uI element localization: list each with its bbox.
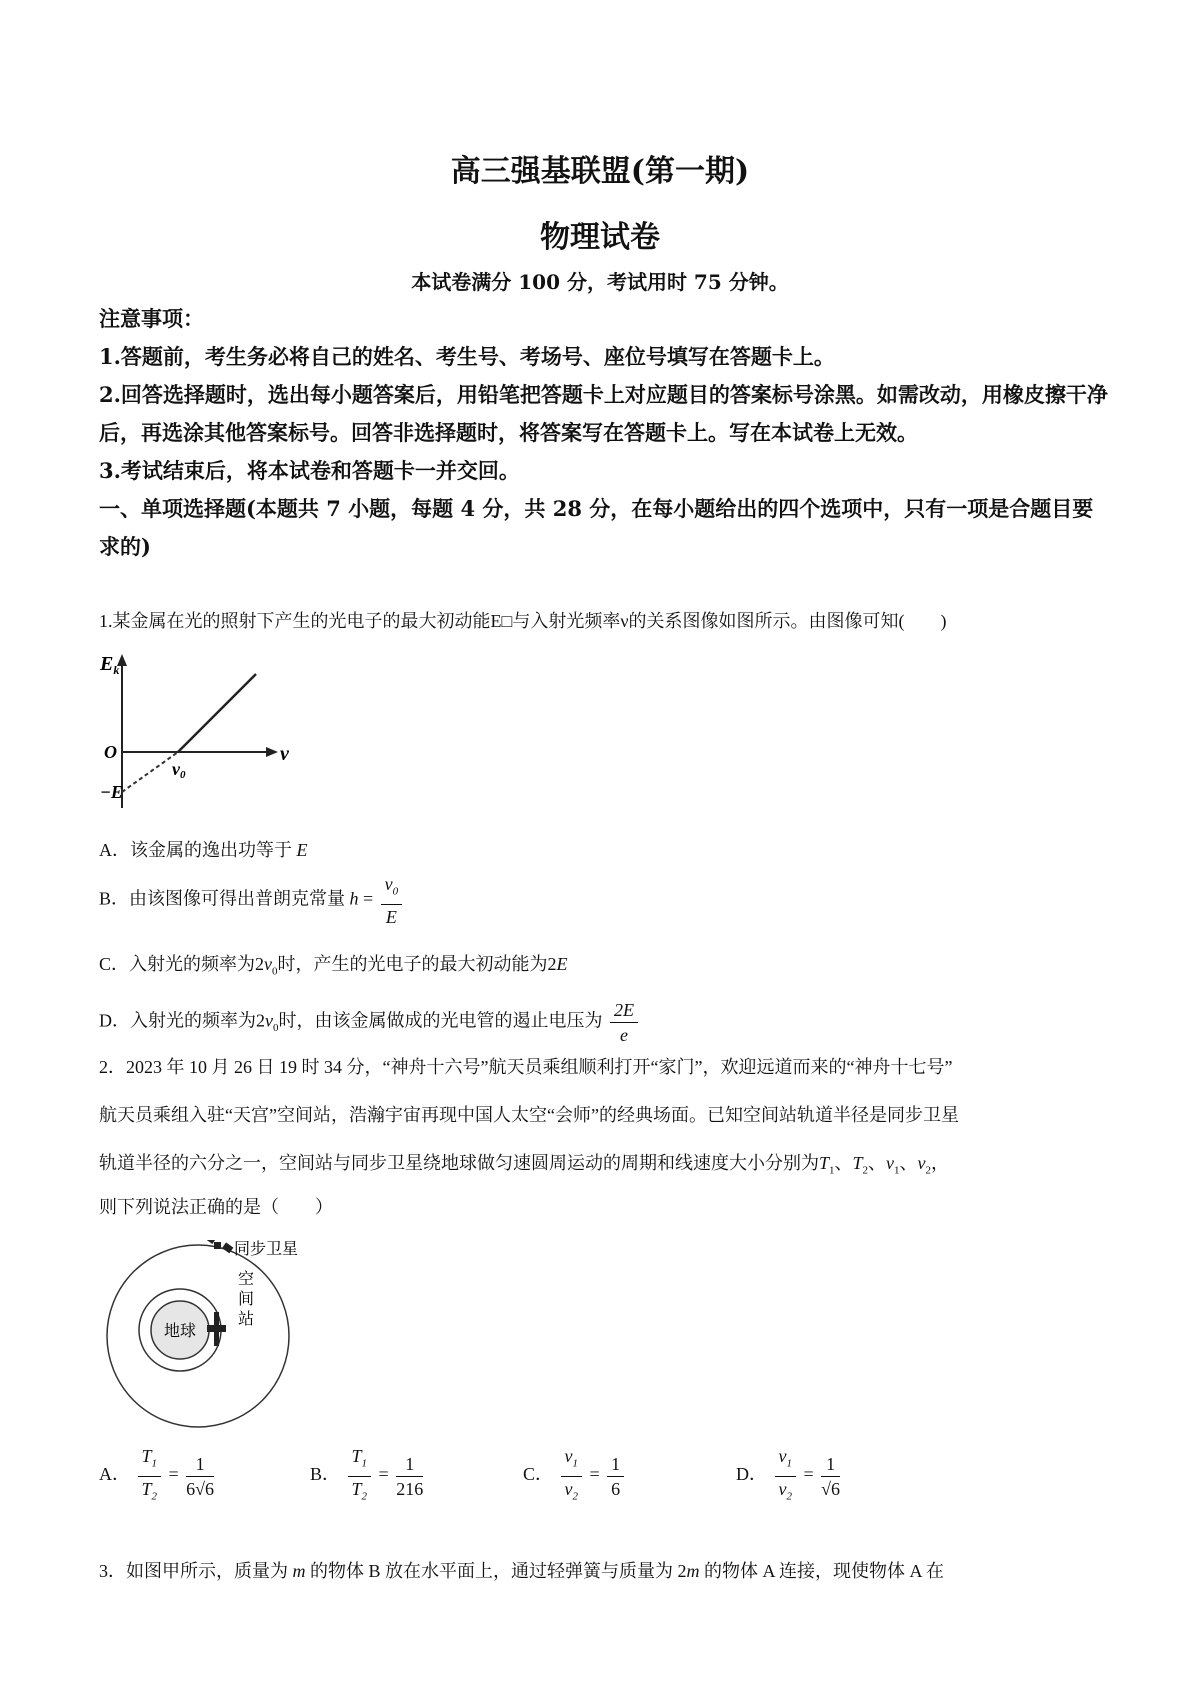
- earth-label: 地球: [163, 1323, 197, 1340]
- satellite-label: 同步卫星: [234, 1241, 299, 1258]
- q1-option-a: A．该金属的逸出功等于 E: [99, 840, 308, 860]
- station-icon: [207, 1312, 226, 1346]
- station-label-2: 间: [237, 1291, 255, 1308]
- x-tick-label: ν0: [172, 759, 186, 781]
- q2-line-2: 航天员乘组入驻“天宫”空间站，浩瀚宇宙再现中国人太空“会师”的经典场面。已知空间站轨道半径是同步卫星: [99, 1105, 959, 1125]
- q2-option-d: D． $\frac{v_1}{v_2}$ = $\frac{1}{√6}$: [736, 1446, 841, 1503]
- notice-item-1: 1.答题前，考生务必将自己的姓名、考生号、考场号、座位号填写在答题卡上。: [99, 344, 835, 369]
- q1-graph: [100, 650, 300, 820]
- notice-item-3: 3.考试结束后，将本试卷和答题卡一并交回。: [99, 458, 520, 483]
- q1-option-d: D．入射光的频率为$2v_0$时，由该金属做成的光电管的遏止电压为 $\frac{2E}{e}$: [99, 998, 641, 1047]
- q1-stem: 1.某金属在光的照射下产生的光电子的最大初动能E□与入射光频率ν的关系图像如图所示。由图像可知( ): [99, 611, 947, 631]
- q2-option-a: A． $\frac{T_1}{T_2}$ = $\frac{1}{6√6}$: [99, 1446, 215, 1503]
- q2-option-c: C． $\frac{v_1}{v_2}$ = $\frac{1}{6}$: [523, 1444, 627, 1508]
- notice-heading: 注意事项：: [99, 306, 204, 331]
- y-intercept-label: −E: [100, 782, 123, 802]
- satellite-icon: [205, 1240, 233, 1253]
- q2-option-b: B． $\frac{T_1}{T_2}$ = $\frac{1}{216}$: [310, 1446, 424, 1503]
- score-info: 本试卷满分 100 分，考试用时 75 分钟。: [411, 270, 789, 294]
- q1-option-b: B．由该图像可得出普朗克常量 h = $\frac{v_0}{E}$: [99, 872, 405, 929]
- station-label-3: 站: [237, 1311, 255, 1328]
- q2-line-3: 轨道半径的六分之一，空间站与同步卫星绕地球做匀速圆周运动的周期和线速度大小分别为$T_1$、$T_2$、$v_1$、$v_2$，: [99, 1153, 950, 1177]
- ek-line: [178, 674, 256, 752]
- extrapolated-line: [122, 752, 178, 792]
- x-axis-label: ν: [280, 743, 289, 765]
- q2-line-4: 则下列说法正确的是（ ）: [99, 1197, 333, 1217]
- exam-title: 高三强基联盟(第一期): [450, 154, 750, 189]
- notice-section: [99, 300, 1109, 566]
- subject-title: 物理试卷: [540, 220, 660, 255]
- q1-option-c: C．入射光的频率为$2v_0$时，产生的光电子的最大初动能为2E: [99, 954, 568, 978]
- q2-line-1: 2．2023 年 10 月 26 日 19 时 34 分，“神舟十六号”航天员乘组顺利打开“家门”，欢迎远道而来的“神舟十七号”: [99, 1057, 953, 1077]
- x-axis-arrow: [266, 747, 278, 757]
- notice-item-2: 2.回答选择题时，选出每小题答案后，用铅笔把答题卡上对应题目的答案标号涂黑。如需改动，用橡皮擦干净后，再选涂其他答案标号。回答非选择题时，将答案写在答题卡上。写在本试卷上无效。: [99, 382, 1108, 445]
- section-heading: 一、单项选择题(本题共 7 小题，每题 4 分，共 28 分，在每小题给出的四个选项中，只有一项是合题目要求的): [99, 496, 1094, 559]
- q2-orbit-figure: [100, 1240, 330, 1430]
- station-label-1: 空: [237, 1271, 255, 1288]
- q3-stem: 3．如图甲所示，质量为 m 的物体 B 放在水平面上，通过轻弹簧与质量为 2m 的物体 A 连接，现使物体 A 在: [99, 1561, 945, 1581]
- origin-label: O: [104, 742, 117, 762]
- y-axis-label: $E_k$: [100, 653, 120, 677]
